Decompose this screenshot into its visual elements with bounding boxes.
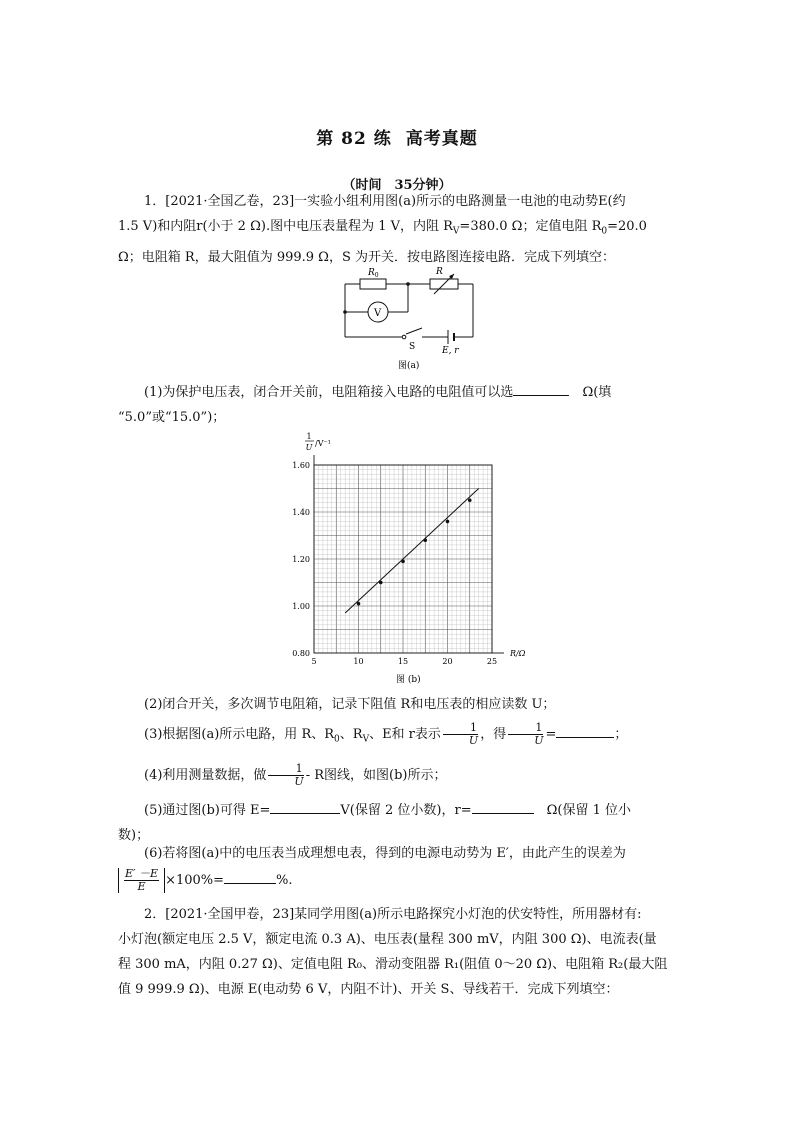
circuit-caption: 图(a)	[398, 361, 420, 371]
q1-sub2: (2)闭合开关，多次调节电阻箱，记录下阻值 R和电压表的相应读数 U；	[144, 697, 556, 712]
label-er: E, r	[442, 346, 459, 356]
data-point	[423, 538, 427, 542]
y-tick-label: 1.20	[292, 555, 310, 564]
y-tick-label: 1.00	[292, 602, 310, 611]
x-tick-label: 25	[486, 657, 498, 666]
q2: 2．[2021·全国甲卷，23]某同学用图(a)所示电路探究小灯泡的伏安特性，所用器材有: 小灯泡(额定电压 2.5 V，额定电流 0.3 A)、电压表(量程 300 mV，内阻 300 Ω)、电流表(量 程 300 mA，内阻 0.27 Ω)、定值电阻 R₀、滑动变阻器 R₁(阻值 0～20 Ω)、电阻箱 R₂(最大阻 值 9 999.9 Ω)、电源 E(电动势 6 V，内阻不计)、开关 S、导线若干．完成下列填空：	[118, 907, 668, 997]
xlabel: R/Ω	[510, 649, 526, 658]
data-point	[357, 602, 361, 606]
label-r: R	[436, 267, 443, 277]
ylabel-unit: /V⁻¹	[315, 439, 331, 448]
y-tick-label: 1.60	[292, 461, 310, 470]
graph-data-points	[357, 498, 472, 605]
q1-intro-line1: 1．[2021·全国乙卷，23]一实验小组利用图(a)所示的电路测量一电池的电动势E(约	[144, 194, 626, 209]
x-tick-label: 5	[311, 657, 317, 666]
q1-intro-line2: 1.5 V)和内阻r(小于 2 Ω).图中电压表量程为 1 V，内阻 $R_V=380.0$ Ω；定值电阻 $R_0=20.0$	[118, 219, 647, 237]
title-text: 高考真题	[405, 129, 478, 149]
title-number: 第 82 练	[316, 129, 392, 149]
x-tick-label: 15	[397, 657, 409, 666]
answer-blank-3[interactable]	[556, 723, 614, 738]
ylabel-numerator: 1	[306, 432, 312, 441]
q1-sub5: (5)通过图(b)可得 E= V(保留 2 位小数)，r= Ω(保留 1 位小 数)；	[118, 798, 684, 848]
switch-contact	[402, 335, 406, 339]
q1-sub4: (4)利用测量数据，做 $\frac{1}{U}$ - R图线，如图(b)所示；	[144, 762, 447, 788]
q1-sub1: (1)为保护电压表，闭合开关前，电阻箱接入电路的电阻值可以选 Ω(填 “5.0”或“15.0”)；	[118, 380, 684, 430]
page-title	[0, 124, 794, 149]
resistor-r0	[360, 279, 386, 289]
label-s: S	[409, 342, 416, 352]
graph-b	[278, 428, 538, 690]
y-tick-label: 0.80	[292, 649, 310, 658]
graph-caption: 图 (b)	[396, 675, 421, 685]
answer-blank-5r[interactable]	[472, 799, 534, 814]
fraction-1-over-u: $\frac{1}{U}$	[443, 722, 478, 747]
data-point	[401, 560, 405, 564]
x-tick-label: 10	[353, 657, 364, 666]
data-point	[468, 498, 472, 502]
data-point	[446, 520, 450, 524]
circuit-diagram-a	[330, 262, 490, 374]
relative-error-abs: $\frac{E' -E}{E}$	[118, 868, 165, 893]
q1-intro	[118, 189, 684, 270]
q1-sub6: (6)若将图(a)中的电压表当成理想电表，得到的电源电动势为 E′，由此产生的误差为 $\frac{E' -E}{E}$ ×100%= %.	[118, 841, 684, 893]
answer-blank-1[interactable]	[513, 381, 569, 396]
ylabel-denominator: U	[305, 443, 313, 452]
y-tick-label: 1.40	[292, 508, 310, 517]
label-v: V	[374, 308, 382, 319]
label-r0: $R_0$	[368, 268, 379, 279]
q1-intro-line3: Ω；电阻箱 R，最大阻值为 999.9 Ω，S 为开关．按电路图连接电路．完成下列填空：	[118, 249, 615, 265]
x-tick-label: 20	[442, 657, 453, 666]
time-label: （时间 35分钟）	[342, 178, 452, 193]
q1-sub3: (3)根据图(a)所示电路，用 R、$R_0$、$R_V$、E和 r表示 $\frac{1}{U}$ ，得 $\frac{1}{U}$ = ；	[144, 721, 628, 747]
answer-blank-5e[interactable]	[270, 799, 340, 814]
data-point	[379, 581, 383, 585]
answer-blank-6[interactable]	[224, 869, 276, 884]
